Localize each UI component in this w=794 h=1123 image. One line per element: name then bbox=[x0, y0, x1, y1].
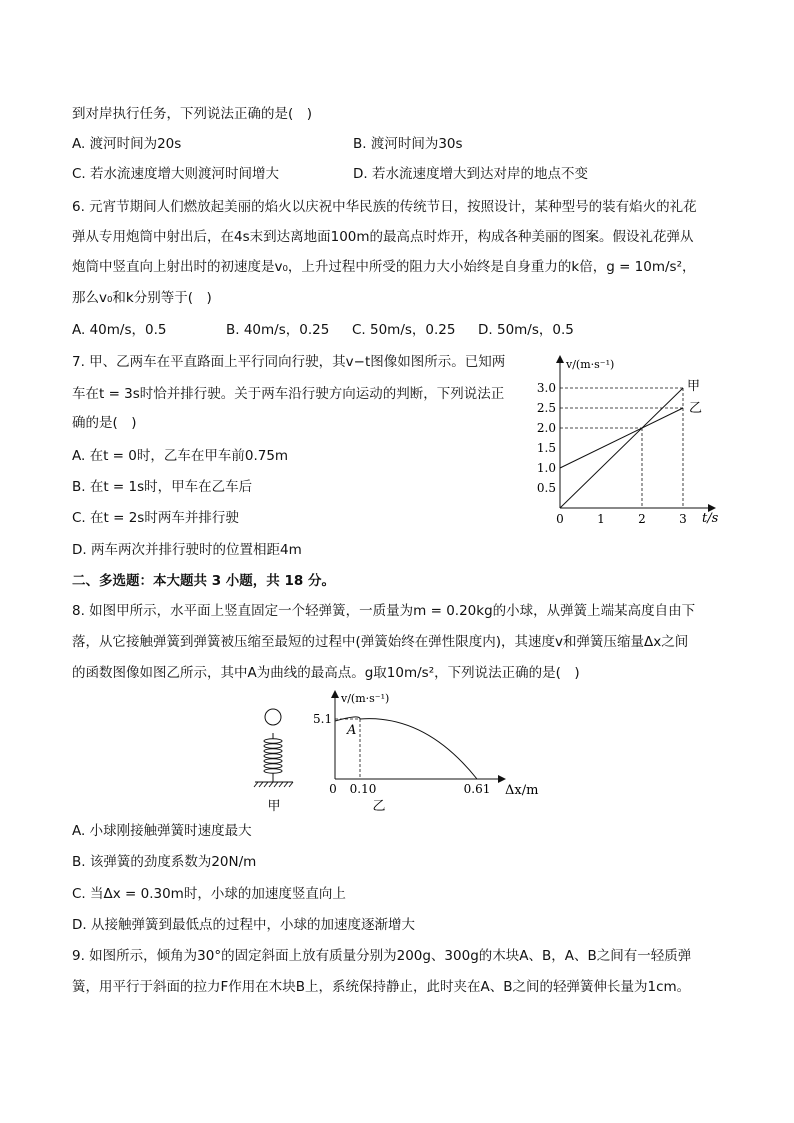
q8-x-label: Δx/m bbox=[505, 783, 539, 798]
q8-vdx-chart bbox=[305, 686, 560, 816]
q8-y-label: v/(m·s⁻¹) bbox=[341, 692, 390, 705]
q7-y-tick-label: 2.5 bbox=[536, 401, 556, 415]
q7-series bbox=[560, 388, 683, 508]
q7-series-yi-line bbox=[560, 408, 683, 468]
q7-line-3: 确的是( ) bbox=[72, 415, 137, 431]
q8-option-b: B. 该弹簧的劲度系数为20N/m bbox=[72, 854, 257, 870]
q8-line-2: 落，从它接触弹簧到弹簧被压缩至最短的过程中(弹簧始终在弹性限度内)，其速度v和弹簧压缩量Δx之间 bbox=[72, 634, 689, 650]
q7-x-tick-label: 1 bbox=[597, 512, 605, 526]
q8-option-a: A. 小球刚接触弹簧时速度最大 bbox=[72, 823, 252, 839]
section-2-title: 二、多选题：本大题共 3 小题，共 18 分。 bbox=[72, 573, 335, 589]
q8-caption-yi: 乙 bbox=[372, 799, 386, 814]
q7-y-tick-label: 0.5 bbox=[536, 481, 556, 495]
q7-line-1: 7. 甲、乙两车在平直路面上平行同向行驶，其v−t图像如图所示。已知两 bbox=[72, 354, 506, 370]
q9-line-2: 簧，用平行于斜面的拉力F作用在木块B上，系统保持静止，此时夹在A、B之间的轻弹簧伸长量为1cm。 bbox=[72, 979, 691, 995]
q8-spring-figure bbox=[250, 700, 310, 815]
q6-option-b: B. 40m/s，0.25 bbox=[226, 322, 330, 338]
q7-label-jia: 甲 bbox=[687, 379, 701, 394]
q7-y-tick-label: 2.0 bbox=[536, 421, 556, 435]
q7-option-c: C. 在t = 2s时两车并排行驶 bbox=[72, 510, 239, 526]
q8-x-tick-label: 0.10 bbox=[349, 782, 377, 796]
q7-line-2: 车在t = 3s时恰并排行驶。关于两车沿行驶方向运动的判断，下列说法正 bbox=[72, 386, 505, 402]
q7-x-label: t/s bbox=[702, 511, 719, 526]
ball-icon bbox=[265, 709, 281, 725]
q7-y-label: v/(m·s⁻¹) bbox=[566, 358, 615, 371]
q8-option-d: D. 从接触弹簧到最低点的过程中，小球的加速度逐渐增大 bbox=[72, 917, 415, 933]
q8-line-1: 8. 如图甲所示，水平面上竖直固定一个轻弹簧，一质量为m = 0.20kg的小球，从弹簧上端某高度自由下 bbox=[72, 603, 696, 619]
ground-icon bbox=[254, 782, 293, 787]
q6-line-3: 炮筒中竖直向上射出时的初速度是v₀，上升过程中所受的阻力大小始终是自身重力的k倍，g = 10m/s²， bbox=[72, 259, 696, 275]
q7-series-jia-line bbox=[560, 388, 683, 508]
q5-option-d: D. 若水流速度增大到达对岸的地点不变 bbox=[353, 166, 588, 182]
q7-option-a: A. 在t = 0时，乙车在甲车前0.75m bbox=[72, 448, 289, 464]
q6-line-1: 6. 元宵节期间人们燃放起美丽的焰火以庆祝中华民族的传统节日，按照设计，某种型号的装有焰火的礼花 bbox=[72, 199, 697, 215]
q9-line-1: 9. 如图所示，倾角为30°的固定斜面上放有质量分别为200g、300g的木块A、B，A、B之间有一轻质弹 bbox=[72, 948, 692, 964]
q6-option-c: C. 50m/s，0.25 bbox=[352, 322, 456, 338]
q7-option-b: B. 在t = 1s时，甲车在乙车后 bbox=[72, 479, 253, 495]
q8-y-tick: 5.1 bbox=[313, 712, 333, 726]
q6-option-a: A. 40m/s，0.5 bbox=[72, 322, 167, 338]
q7-y-tick-label: 1.0 bbox=[536, 461, 556, 475]
q7-x-ticks bbox=[556, 512, 687, 526]
q6-option-d: D. 50m/s，0.5 bbox=[478, 322, 574, 338]
q8-option-c: C. 当Δx = 0.30m时，小球的加速度竖直向上 bbox=[72, 886, 346, 902]
q5-option-a: A. 渡河时间为20s bbox=[72, 136, 182, 152]
q5-continuation: 到对岸执行任务，下列说法正确的是( ) bbox=[72, 106, 313, 122]
q7-x-tick-label: 2 bbox=[638, 512, 646, 526]
q7-vt-chart bbox=[520, 348, 734, 528]
q7-x-tick-label: 0 bbox=[556, 512, 564, 526]
q8-x-ticks bbox=[329, 782, 490, 796]
q5-option-c: C. 若水流速度增大则渡河时间增大 bbox=[72, 166, 280, 182]
q7-x-tick-label: 3 bbox=[679, 512, 687, 526]
q7-label-yi: 乙 bbox=[689, 401, 703, 416]
q8-x-tick-label: 0 bbox=[329, 782, 337, 796]
q7-y-tick-label: 3.0 bbox=[536, 381, 556, 395]
spring-icon bbox=[264, 733, 282, 782]
q6-line-4: 那么v₀和k分别等于( ) bbox=[72, 290, 212, 306]
q7-y-tick-label: 1.5 bbox=[536, 441, 556, 455]
q8-caption-jia: 甲 bbox=[267, 799, 281, 814]
q5-option-b: B. 渡河时间为30s bbox=[353, 136, 463, 152]
q7-y-ticks bbox=[537, 381, 556, 495]
q8-line-3: 的函数图像如图乙所示，其中A为曲线的最高点。g取10m/s²，下列说法正确的是( ) bbox=[72, 665, 580, 681]
q7-option-d: D. 两车两次并排行驶时的位置相距4m bbox=[72, 542, 302, 558]
q8-point-label: A bbox=[347, 723, 357, 738]
q6-line-2: 弹从专用炮筒中射出后，在4s末到达离地面100m的最高点时炸开，构成各种美丽的图案。假设礼花弹从 bbox=[72, 229, 694, 245]
q8-x-tick-label: 0.61 bbox=[463, 782, 491, 796]
